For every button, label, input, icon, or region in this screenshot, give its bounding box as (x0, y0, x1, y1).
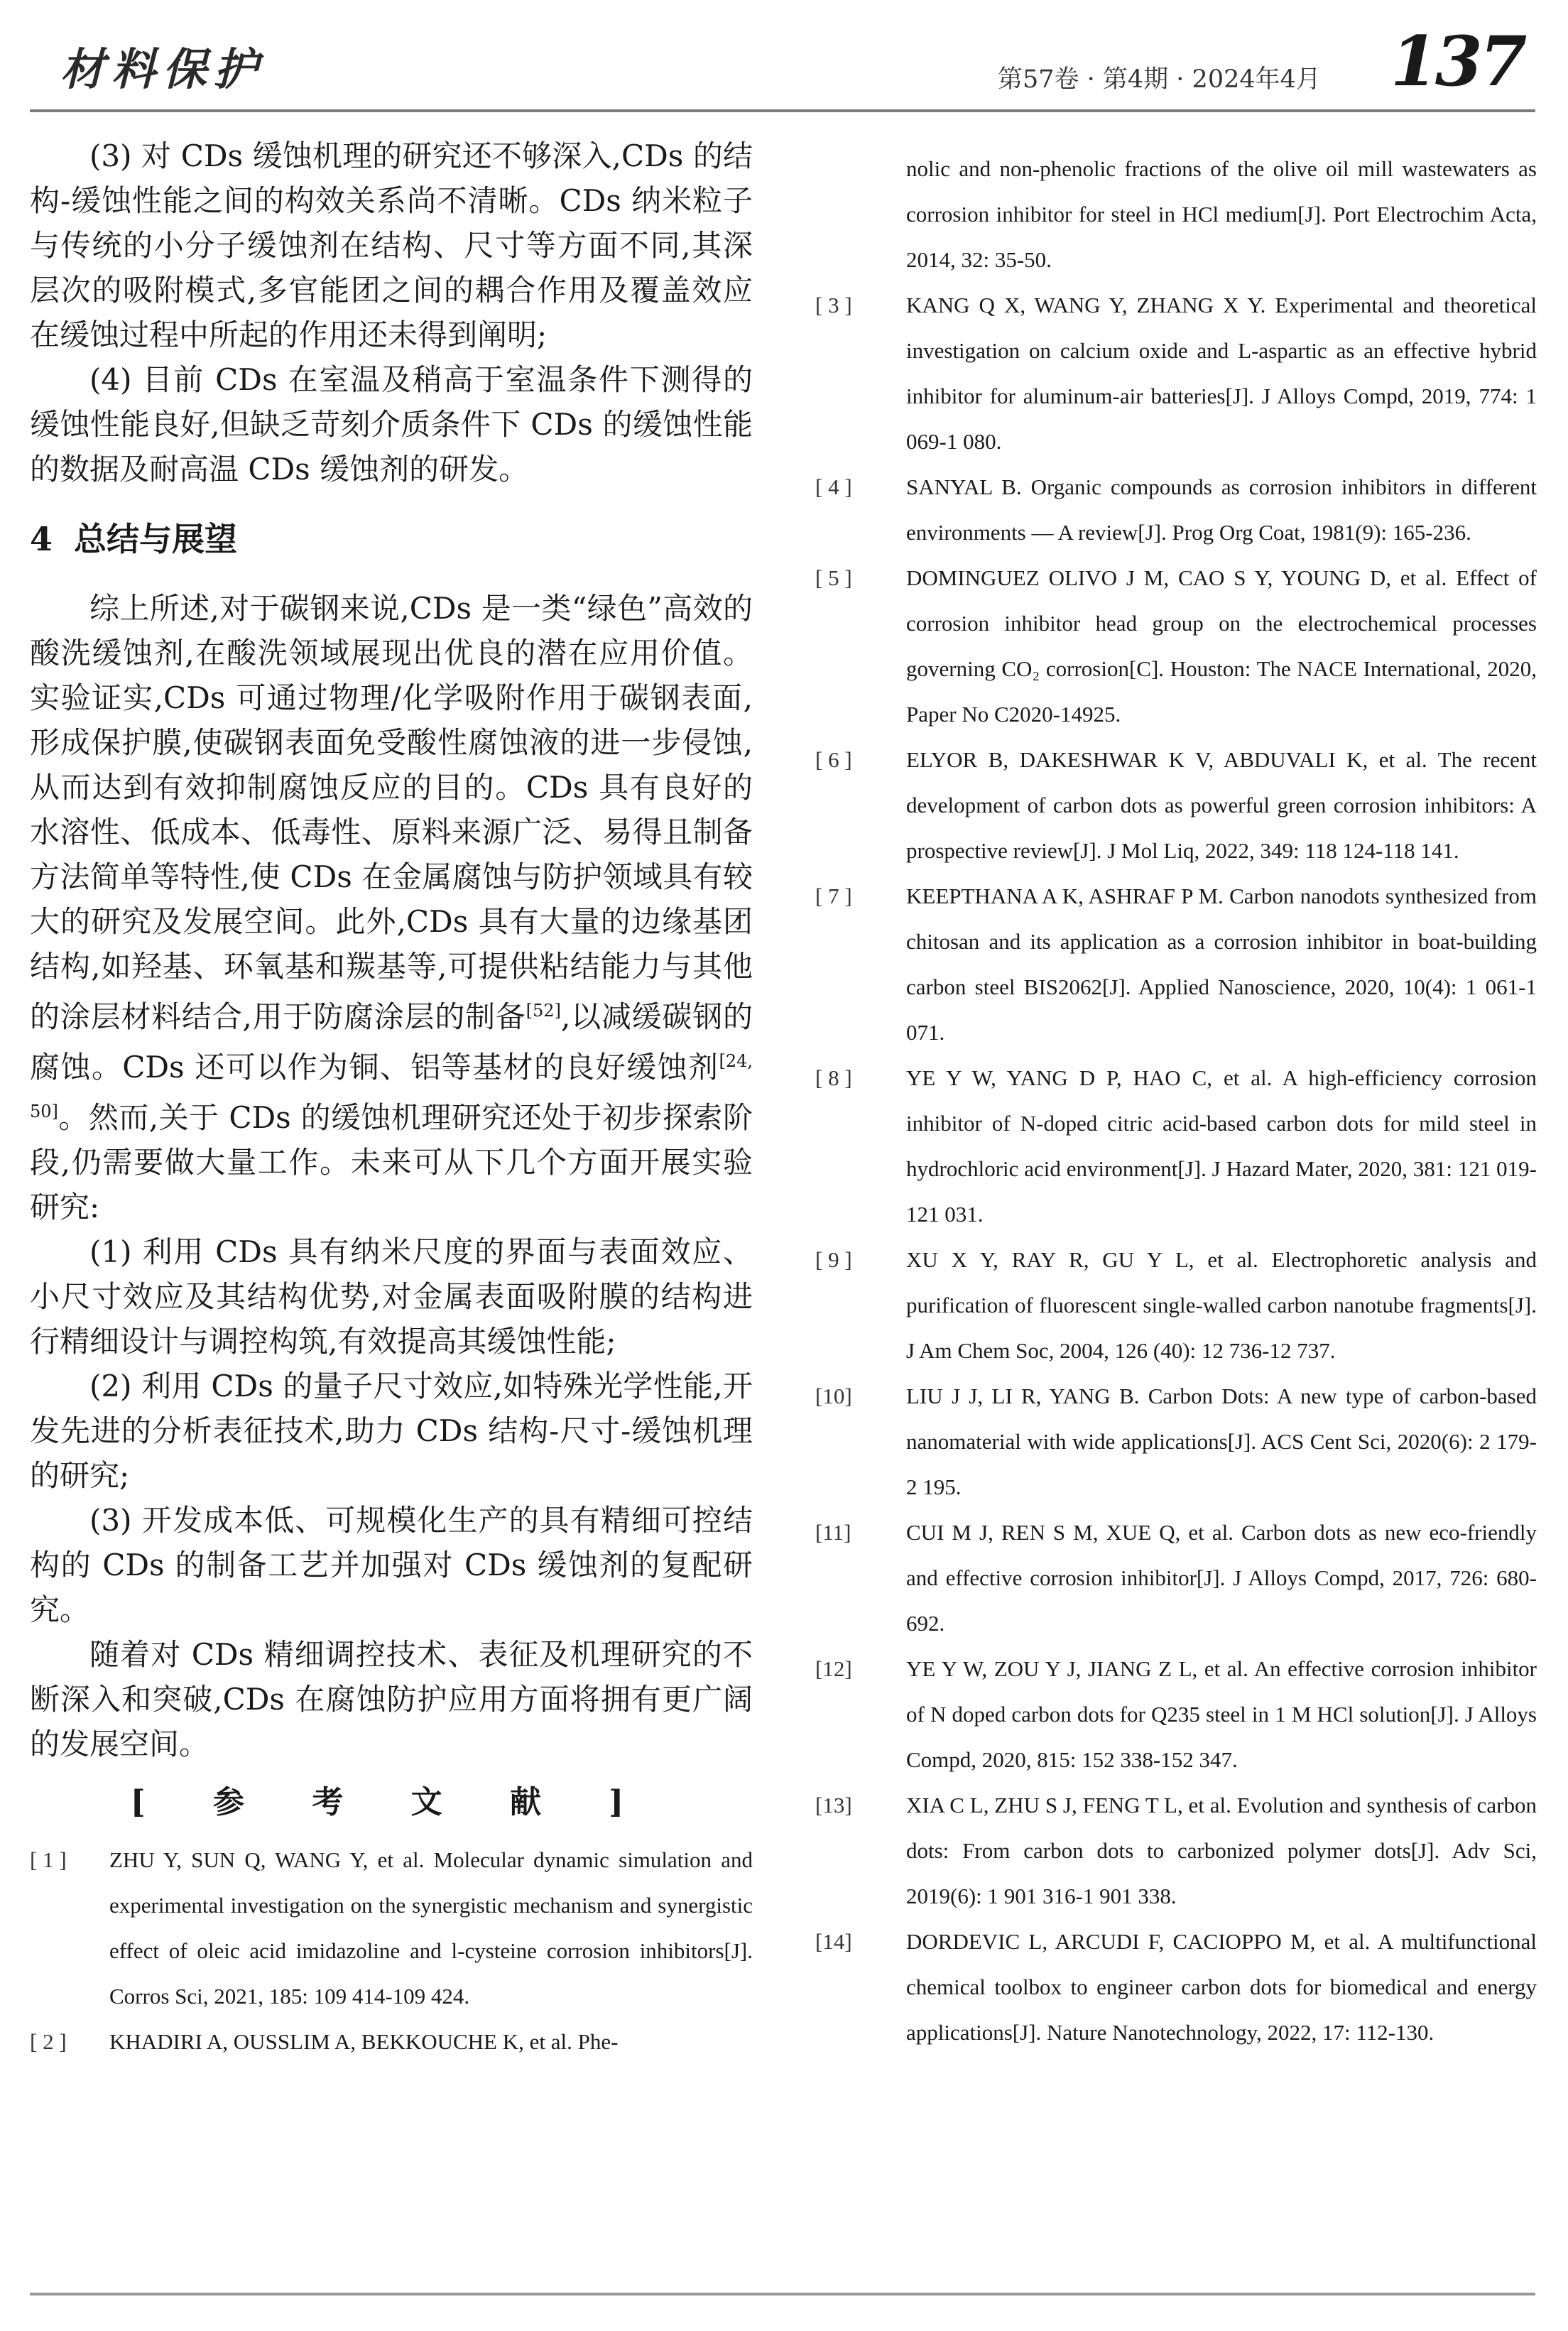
reference-number: [ 8 ] (815, 1065, 852, 1090)
reference-number: [10] (815, 1384, 852, 1408)
reference-text: YE Y W, ZOU Y J, JIANG Z L, et al. An effective corrosion inhibitor of N doped carbon dots for Q235 steel in 1 M HCl solution[J]. J Alloys Compd, 2020, 815: 152 338-152 347. (906, 1656, 1537, 1772)
reference-number: [ 2 ] (30, 2029, 67, 2054)
reference-entry (815, 1510, 1537, 1646)
reference-text: XIA C L, ZHU S J, FENG T L, et al. Evolution and synthesis of carbon dots: From carbon dots to carbonized polymer dots[J]. Adv Sci, 2019(6): 1 901 316-1 901 338. (906, 1793, 1537, 1908)
reference-text: YE Y W, YANG D P, HAO C, et al. A high-efficiency corrosion inhibitor of N-doped citric acid-based carbon dots for mild steel in hydrochloric acid environment[J]. J Hazard Mater, 2020, 381: 121 019-121 031. (906, 1065, 1537, 1227)
reference-entry (815, 283, 1537, 464)
reference-text: KHADIRI A, OUSSLIM A, BEKKOUCHE K, et al. Phe- (109, 2029, 619, 2054)
reference-number: [ 9 ] (815, 1247, 852, 1272)
issue-info: 第57卷 · 第4期 · 2024年4月 (998, 65, 1321, 94)
reference-number: [14] (815, 1929, 852, 1954)
paragraph-3: (3) 对 CDs 缓蚀机理的研究还不够深入,CDs 的结构-缓蚀性能之间的构效关系尚不清晰。CDs 纳米粒子与传统的小分子缓蚀剂在结构、尺寸等方面不同,其深层次的吸附模式,多官能团之间的耦合作用及覆盖效应在缓蚀过程中所起的作用还未得到阐明; (30, 138, 753, 352)
summary-text-2: ,以减缓碳钢的腐蚀。CDs 还可以作为铜、铝等基材的良好缓蚀剂 (30, 999, 753, 1085)
reference-number: [ 5 ] (815, 565, 852, 590)
summary-text-1: 综上所述,对于碳钢来说,CDs 是一类“绿色”高效的酸洗缓蚀剂,在酸洗领域展现出优良的潜在应用价值。实验证实,CDs 可通过物理/化学吸附作用于碳钢表面,形成保护膜,使碳钢表面免受酸性腐蚀液的进一步侵蚀,从而达到有效抑制腐蚀反应的目的。CDs 具有良好的水溶性、低成本、低毒性、原料来源广泛、易得且制备方法简单等特性,使 CDs 在金属腐蚀与防护领域具有较大的研究及发展空间。此外,CDs 具有大量的边缘基团结构,如羟基、环氧基和羰基等,可提供粘结能力与其他的涂层材料结合,用于防腐涂层的制备 (30, 591, 753, 1034)
reference-entry (815, 464, 1537, 555)
reference-entry (815, 874, 1537, 1055)
reference-number: [ 4 ] (815, 474, 852, 499)
outlook-item-2: (2) 利用 CDs 的量子尺寸效应,如特殊光学性能,开发先进的分析表征技术,助力 CDs 结构-尺寸-缓蚀机理的研究; (30, 1369, 753, 1493)
section-title: 总结与展望 (74, 520, 237, 558)
summary-text-3: 。然而,关于 CDs 的缓蚀机理研究还处于初步探索阶段,仍需要做大量工作。未来可从下几个方面开展实验研究: (30, 1100, 753, 1224)
reference-number: [13] (815, 1793, 852, 1817)
reference-entry (815, 1646, 1537, 1783)
reference-entry (30, 1837, 753, 2019)
paragraph-4: (4) 目前 CDs 在室温及稍高于室温条件下测得的缓蚀性能良好,但缺乏苛刻介质条件下 CDs 的缓蚀性能的数据及耐高温 CDs 缓蚀剂的研发。 (30, 362, 753, 487)
reference-entry (815, 1237, 1537, 1374)
reference-text: DORDEVIC L, ARCUDI F, CACIOPPO M, et al. A multifunctional chemical toolbox to engineer carbon dots for biomedical and energy applications[J]. Nature Nanotechnology, 2022, 17: 112-130. (906, 1929, 1537, 2045)
reference-number: [ 6 ] (815, 747, 852, 772)
citation-link[interactable]: [52] (526, 1001, 561, 1021)
page-number: 137 (1390, 21, 1525, 102)
journal-logo: 材料保护 (60, 43, 266, 95)
reference-number: [ 3 ] (815, 293, 852, 317)
reference-text: KEEPTHANA A K, ASHRAF P M. Carbon nanodots synthesized from chitosan and its application as a corrosion inhibitor in boat-building carbon steel BIS2062[J]. Applied Nanoscience, 2020, 10(4): 1 061-1 071. (906, 884, 1537, 1045)
section-heading (30, 517, 753, 562)
outlook-item-3: (3) 开发成本低、可规模化生产的具有精细可控结构的 CDs 的制备工艺并加强对 CDs 缓蚀剂的复配研究。 (30, 1503, 753, 1627)
reference-text: ZHU Y, SUN Q, WANG Y, et al. Molecular dynamic simulation and experimental investigation on the synergistic mechanism and synergistic effect of oleic acid imidazoline and l-cysteine corrosion inhibitors[J]. Corros Sci, 2021, 185: 109 414-109 424. (109, 1847, 753, 2009)
reference-text: LIU J J, LI R, YANG B. Carbon Dots: A new type of carbon-based nanomaterial with wide applications[J]. ACS Cent Sci, 2020(6): 2 179-2 195. (906, 1384, 1537, 1499)
left-column (30, 134, 753, 2065)
reference-text: SANYAL B. Organic compounds as corrosion inhibitors in different environments — A review[J]. Prog Org Coat, 1981(9): 165-236. (906, 474, 1537, 545)
citation-link[interactable]: [24, 50] (30, 1051, 753, 1121)
reference-entry (815, 737, 1537, 874)
reference-text: XU X Y, RAY R, GU Y L, et al. Electrophoretic analysis and purification of fluorescent single-walled carbon nanotube fragments[J]. J Am Chem Soc, 2004, 126 (40): 12 736-12 737. (906, 1247, 1537, 1363)
right-column (815, 146, 1537, 2055)
header-rule (30, 109, 1535, 112)
reference-number: [11] (815, 1520, 851, 1545)
reference-entry (815, 1374, 1537, 1510)
reference-number: [12] (815, 1656, 852, 1681)
reference-continuation: nolic and non-phenolic fractions of the olive oil mill wastewaters as corrosion inhibitor for steel in HCl medium[J]. Port Electrochim Acta, 2014, 32: 35-50. (906, 156, 1537, 272)
footer-rule (30, 2293, 1535, 2295)
reference-entry (815, 1919, 1537, 2055)
closing-paragraph: 随着对 CDs 精细调控技术、表征及机理研究的不断深入和突破,CDs 在腐蚀防护应用方面将拥有更广阔的发展空间。 (30, 1637, 753, 1761)
reference-number: [ 1 ] (30, 1847, 67, 1872)
section-number: 4 (30, 520, 53, 558)
reference-entry (815, 1783, 1537, 1919)
outlook-item-1: (1) 利用 CDs 具有纳米尺度的界面与表面效应、小尺寸效应及其结构优势,对金属表面吸附膜的结构进行精细设计与调控构筑,有效提高其缓蚀性能; (30, 1234, 753, 1359)
reference-entry (30, 2019, 753, 2065)
references-title: [ 参 考 文 献 ] (130, 1784, 653, 1820)
reference-entry (815, 1055, 1537, 1237)
reference-text: KANG Q X, WANG Y, ZHANG X Y. Experimental and theoretical investigation on calcium oxide and L-aspartic as an effective hybrid inhibitor for aluminum-air batteries[J]. J Alloys Compd, 2019, 774: 1 069-1 080. (906, 293, 1537, 454)
reference-entry (815, 555, 1537, 737)
reference-text: CUI M J, REN S M, XUE Q, et al. Carbon dots as new eco-friendly and effective corrosion inhibitor[J]. J Alloys Compd, 2017, 726: 680-692. (906, 1520, 1537, 1636)
reference-text: ELYOR B, DAKESHWAR K V, ABDUVALI K, et al. The recent development of carbon dots as powerful green corrosion inhibitors: A prospective review[J]. J Mol Liq, 2022, 349: 118 124-118 141. (906, 747, 1537, 863)
reference-number: [ 7 ] (815, 884, 852, 908)
summary-paragraph (30, 586, 753, 1229)
reference-text: DOMINGUEZ OLIVO J M, CAO S Y, YOUNG D, et al. Effect of corrosion inhibitor head group on the electrochemical processes governing CO₂ corrosion[C]. Houston: The NACE International, 2020, Paper No C2020-14925. (906, 565, 1537, 727)
